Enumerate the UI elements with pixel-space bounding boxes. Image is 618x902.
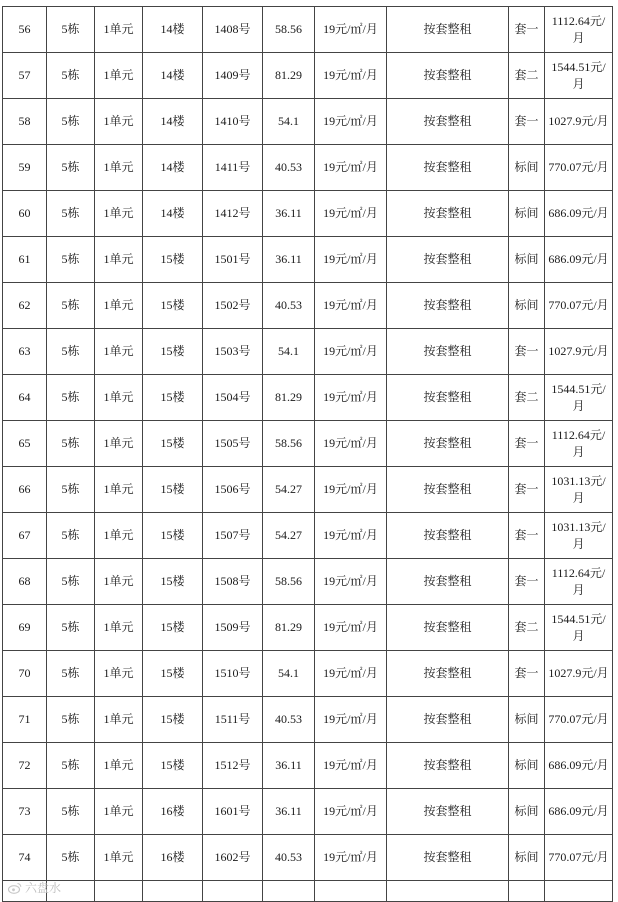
floor-cell: 16楼: [143, 835, 203, 881]
area-cell: 54.27: [263, 513, 315, 559]
unit-cell: 1单元: [95, 651, 143, 697]
weibo-icon: [8, 882, 22, 894]
lease-type-cell: 按套整租: [387, 283, 509, 329]
room-number-cell: 1601号: [203, 789, 263, 835]
floor-cell: 14楼: [143, 99, 203, 145]
row-number-cell: 69: [3, 605, 47, 651]
room-number-cell: 1506号: [203, 467, 263, 513]
unit-price-cell: 19元/㎡/月: [315, 53, 387, 99]
row-number-cell: 57: [3, 53, 47, 99]
table-cell: [315, 881, 387, 902]
area-cell: 36.11: [263, 237, 315, 283]
area-cell: 54.27: [263, 467, 315, 513]
table-row: [3, 743, 613, 789]
monthly-rent-cell: 1027.9元/月: [545, 99, 613, 145]
lease-type-cell: 按套整租: [387, 421, 509, 467]
table-row: [3, 237, 613, 283]
row-number-cell: 64: [3, 375, 47, 421]
table-row: [3, 697, 613, 743]
room-number-cell: 1510号: [203, 651, 263, 697]
building-cell: 5栋: [47, 697, 95, 743]
monthly-rent-cell: 686.09元/月: [545, 237, 613, 283]
unit-price-cell: 19元/㎡/月: [315, 99, 387, 145]
lease-type-cell: 按套整租: [387, 835, 509, 881]
unit-cell: 1单元: [95, 375, 143, 421]
room-number-cell: 1511号: [203, 697, 263, 743]
room-number-cell: 1508号: [203, 559, 263, 605]
building-cell: 5栋: [47, 559, 95, 605]
area-cell: 58.56: [263, 559, 315, 605]
monthly-rent-cell: 1544.51元/月: [545, 375, 613, 421]
unit-cell: 1单元: [95, 789, 143, 835]
room-number-cell: 1411号: [203, 145, 263, 191]
room-type-cell: 标间: [509, 697, 545, 743]
unit-price-cell: 19元/㎡/月: [315, 237, 387, 283]
table-row: [3, 605, 613, 651]
unit-cell: 1单元: [95, 237, 143, 283]
floor-cell: 15楼: [143, 743, 203, 789]
unit-price-cell: 19元/㎡/月: [315, 467, 387, 513]
unit-cell: 1单元: [95, 421, 143, 467]
room-number-cell: 1509号: [203, 605, 263, 651]
room-type-cell: 标间: [509, 145, 545, 191]
area-cell: 81.29: [263, 375, 315, 421]
lease-type-cell: 按套整租: [387, 329, 509, 375]
monthly-rent-cell: 1544.51元/月: [545, 53, 613, 99]
floor-cell: 15楼: [143, 559, 203, 605]
monthly-rent-cell: 770.07元/月: [545, 145, 613, 191]
monthly-rent-cell: 770.07元/月: [545, 697, 613, 743]
table-row: [3, 283, 613, 329]
room-type-cell: 套一: [509, 651, 545, 697]
table-row: [3, 513, 613, 559]
monthly-rent-cell: 1027.9元/月: [545, 329, 613, 375]
unit-price-cell: 19元/㎡/月: [315, 789, 387, 835]
area-cell: 36.11: [263, 789, 315, 835]
room-type-cell: 套一: [509, 329, 545, 375]
unit-cell: 1单元: [95, 191, 143, 237]
unit-cell: 1单元: [95, 835, 143, 881]
monthly-rent-cell: 1112.64元/月: [545, 421, 613, 467]
row-number-cell: 61: [3, 237, 47, 283]
monthly-rent-cell: 1027.9元/月: [545, 651, 613, 697]
row-number-cell: 70: [3, 651, 47, 697]
room-type-cell: 套一: [509, 467, 545, 513]
monthly-rent-cell: 770.07元/月: [545, 283, 613, 329]
table-row: [3, 467, 613, 513]
monthly-rent-cell: 1112.64元/月: [545, 7, 613, 53]
area-cell: 81.29: [263, 53, 315, 99]
building-cell: 5栋: [47, 145, 95, 191]
table-row: [3, 375, 613, 421]
floor-cell: 15楼: [143, 237, 203, 283]
room-type-cell: 套一: [509, 421, 545, 467]
lease-type-cell: 按套整租: [387, 559, 509, 605]
row-number-cell: 73: [3, 789, 47, 835]
watermark: [8, 879, 61, 896]
monthly-rent-cell: 1031.13元/月: [545, 513, 613, 559]
room-number-cell: 1410号: [203, 99, 263, 145]
room-number-cell: 1408号: [203, 7, 263, 53]
table-cell: [143, 881, 203, 902]
table-row: [3, 559, 613, 605]
unit-cell: 1单元: [95, 559, 143, 605]
row-number-cell: 65: [3, 421, 47, 467]
building-cell: 5栋: [47, 329, 95, 375]
floor-cell: 15楼: [143, 697, 203, 743]
room-type-cell: 标间: [509, 283, 545, 329]
lease-type-cell: 按套整租: [387, 375, 509, 421]
table-cell: [545, 881, 613, 902]
row-number-cell: 74: [3, 835, 47, 881]
table-row: [3, 421, 613, 467]
table-row: [3, 191, 613, 237]
room-number-cell: 1502号: [203, 283, 263, 329]
lease-type-cell: 按套整租: [387, 145, 509, 191]
unit-price-cell: 19元/㎡/月: [315, 651, 387, 697]
unit-cell: 1单元: [95, 697, 143, 743]
unit-cell: 1单元: [95, 7, 143, 53]
row-number-cell: 67: [3, 513, 47, 559]
building-cell: 5栋: [47, 375, 95, 421]
area-cell: 40.53: [263, 283, 315, 329]
monthly-rent-cell: 686.09元/月: [545, 743, 613, 789]
room-type-cell: 套一: [509, 513, 545, 559]
floor-cell: 15楼: [143, 513, 203, 559]
row-number-cell: 68: [3, 559, 47, 605]
room-number-cell: 1505号: [203, 421, 263, 467]
building-cell: 5栋: [47, 191, 95, 237]
room-type-cell: 标间: [509, 835, 545, 881]
monthly-rent-cell: 1112.64元/月: [545, 559, 613, 605]
area-cell: 54.1: [263, 329, 315, 375]
monthly-rent-cell: 1031.13元/月: [545, 467, 613, 513]
area-cell: 40.53: [263, 697, 315, 743]
watermark-text: 六盘水: [25, 881, 62, 895]
table-cell: [263, 881, 315, 902]
floor-cell: 14楼: [143, 145, 203, 191]
floor-cell: 14楼: [143, 53, 203, 99]
floor-cell: 14楼: [143, 191, 203, 237]
room-type-cell: 套一: [509, 559, 545, 605]
area-cell: 40.53: [263, 835, 315, 881]
room-number-cell: 1412号: [203, 191, 263, 237]
floor-cell: 15楼: [143, 329, 203, 375]
building-cell: 5栋: [47, 7, 95, 53]
row-number-cell: 56: [3, 7, 47, 53]
floor-cell: 15楼: [143, 467, 203, 513]
room-number-cell: 1503号: [203, 329, 263, 375]
room-type-cell: 标间: [509, 789, 545, 835]
room-number-cell: 1504号: [203, 375, 263, 421]
room-type-cell: 套二: [509, 605, 545, 651]
table-row: [3, 99, 613, 145]
building-cell: 5栋: [47, 237, 95, 283]
building-cell: 5栋: [47, 835, 95, 881]
lease-type-cell: 按套整租: [387, 7, 509, 53]
floor-cell: 15楼: [143, 283, 203, 329]
unit-cell: 1单元: [95, 743, 143, 789]
monthly-rent-cell: 1544.51元/月: [545, 605, 613, 651]
area-cell: 36.11: [263, 191, 315, 237]
row-number-cell: 63: [3, 329, 47, 375]
table-row-partial: [3, 881, 613, 902]
row-number-cell: 60: [3, 191, 47, 237]
table-cell: [509, 881, 545, 902]
lease-type-cell: 按套整租: [387, 237, 509, 283]
table-row: [3, 789, 613, 835]
table-row: [3, 53, 613, 99]
floor-cell: 15楼: [143, 651, 203, 697]
unit-price-cell: 19元/㎡/月: [315, 145, 387, 191]
building-cell: 5栋: [47, 53, 95, 99]
area-cell: 54.1: [263, 99, 315, 145]
room-type-cell: 标间: [509, 191, 545, 237]
row-number-cell: 62: [3, 283, 47, 329]
monthly-rent-cell: 686.09元/月: [545, 789, 613, 835]
lease-type-cell: 按套整租: [387, 191, 509, 237]
building-cell: 5栋: [47, 99, 95, 145]
unit-price-cell: 19元/㎡/月: [315, 191, 387, 237]
room-number-cell: 1409号: [203, 53, 263, 99]
lease-type-cell: 按套整租: [387, 743, 509, 789]
room-number-cell: 1512号: [203, 743, 263, 789]
building-cell: 5栋: [47, 421, 95, 467]
table-body: [3, 7, 613, 881]
unit-cell: 1单元: [95, 329, 143, 375]
unit-price-cell: 19元/㎡/月: [315, 743, 387, 789]
room-number-cell: 1507号: [203, 513, 263, 559]
unit-price-cell: 19元/㎡/月: [315, 835, 387, 881]
building-cell: 5栋: [47, 283, 95, 329]
unit-cell: 1单元: [95, 467, 143, 513]
room-number-cell: 1501号: [203, 237, 263, 283]
table-cell: [203, 881, 263, 902]
area-cell: 40.53: [263, 145, 315, 191]
area-cell: 58.56: [263, 7, 315, 53]
unit-price-cell: 19元/㎡/月: [315, 375, 387, 421]
unit-price-cell: 19元/㎡/月: [315, 7, 387, 53]
area-cell: 36.11: [263, 743, 315, 789]
building-cell: 5栋: [47, 513, 95, 559]
room-type-cell: 套二: [509, 375, 545, 421]
unit-cell: 1单元: [95, 605, 143, 651]
unit-price-cell: 19元/㎡/月: [315, 329, 387, 375]
building-cell: 5栋: [47, 651, 95, 697]
table-row: [3, 7, 613, 53]
building-cell: 5栋: [47, 789, 95, 835]
room-type-cell: 标间: [509, 237, 545, 283]
lease-type-cell: 按套整租: [387, 789, 509, 835]
unit-cell: 1单元: [95, 145, 143, 191]
table-row: [3, 835, 613, 881]
table-row: [3, 329, 613, 375]
table-row: [3, 145, 613, 191]
unit-price-cell: 19元/㎡/月: [315, 513, 387, 559]
unit-cell: 1单元: [95, 513, 143, 559]
floor-cell: 15楼: [143, 421, 203, 467]
lease-type-cell: 按套整租: [387, 99, 509, 145]
unit-price-cell: 19元/㎡/月: [315, 697, 387, 743]
lease-type-cell: 按套整租: [387, 513, 509, 559]
lease-type-cell: 按套整租: [387, 605, 509, 651]
table-row: [3, 651, 613, 697]
unit-cell: 1单元: [95, 99, 143, 145]
floor-cell: 15楼: [143, 375, 203, 421]
monthly-rent-cell: 770.07元/月: [545, 835, 613, 881]
row-number-cell: 58: [3, 99, 47, 145]
table-cell: [387, 881, 509, 902]
floor-cell: 14楼: [143, 7, 203, 53]
row-number-cell: 72: [3, 743, 47, 789]
table-cell: [95, 881, 143, 902]
lease-type-cell: 按套整租: [387, 697, 509, 743]
room-type-cell: 套一: [509, 7, 545, 53]
area-cell: 54.1: [263, 651, 315, 697]
unit-price-cell: 19元/㎡/月: [315, 559, 387, 605]
row-number-cell: 59: [3, 145, 47, 191]
monthly-rent-cell: 686.09元/月: [545, 191, 613, 237]
unit-cell: 1单元: [95, 283, 143, 329]
room-number-cell: 1602号: [203, 835, 263, 881]
floor-cell: 16楼: [143, 789, 203, 835]
unit-price-cell: 19元/㎡/月: [315, 605, 387, 651]
building-cell: 5栋: [47, 467, 95, 513]
unit-price-cell: 19元/㎡/月: [315, 421, 387, 467]
room-type-cell: 标间: [509, 743, 545, 789]
floor-cell: 15楼: [143, 605, 203, 651]
building-cell: 5栋: [47, 605, 95, 651]
building-cell: 5栋: [47, 743, 95, 789]
area-cell: 58.56: [263, 421, 315, 467]
room-type-cell: 套一: [509, 99, 545, 145]
unit-cell: 1单元: [95, 53, 143, 99]
unit-price-cell: 19元/㎡/月: [315, 283, 387, 329]
room-type-cell: 套二: [509, 53, 545, 99]
row-number-cell: 71: [3, 697, 47, 743]
area-cell: 81.29: [263, 605, 315, 651]
lease-type-cell: 按套整租: [387, 53, 509, 99]
rental-table: [2, 6, 613, 902]
lease-type-cell: 按套整租: [387, 651, 509, 697]
lease-type-cell: 按套整租: [387, 467, 509, 513]
row-number-cell: 66: [3, 467, 47, 513]
